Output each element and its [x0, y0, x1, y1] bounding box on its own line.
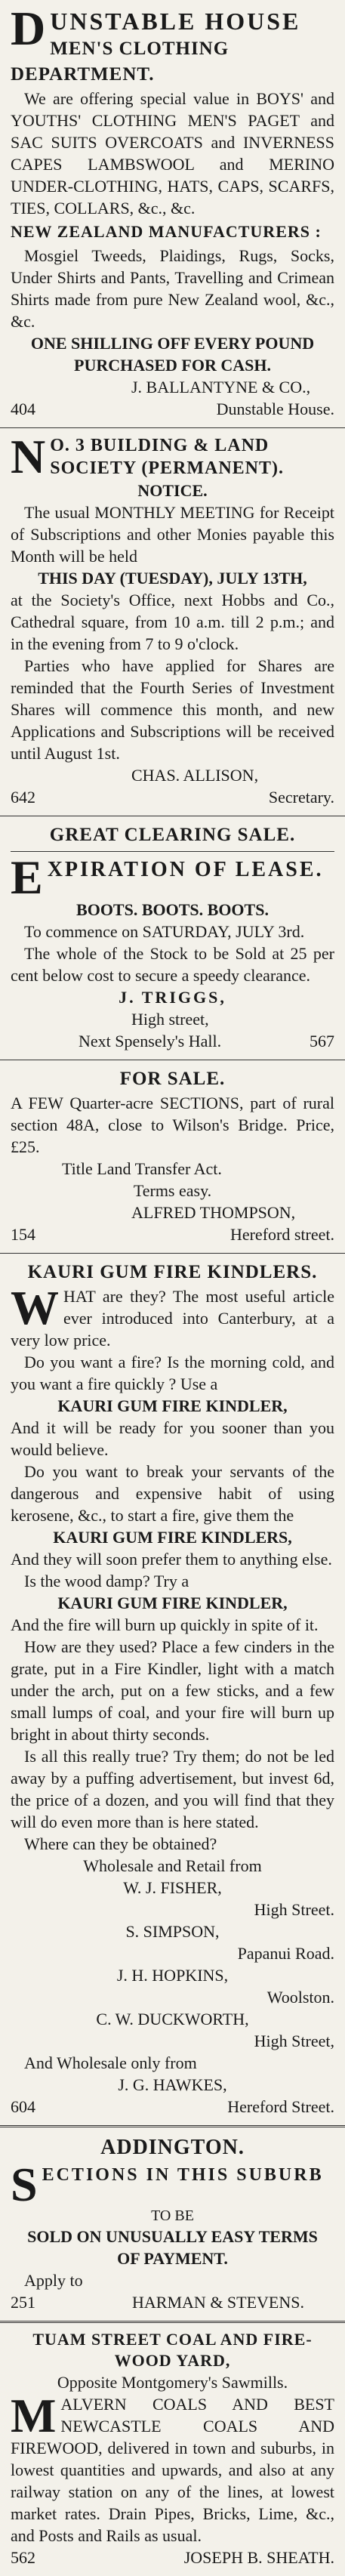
ad5-k1: KAURI GUM FIRE KINDLER,	[57, 1396, 288, 1415]
ad5-p3: And it will be ready for you sooner than you would believe.	[11, 1418, 334, 1459]
ad6-footer	[11, 2291, 334, 2313]
ad7-body: ALVERN COALS AND BEST NEWCASTLE COALS AND FIREWOOD, delivered in town and suburbs, in lowest quantities and upwards, and also at any railway station on any of the lines, at lowest market rates. Drain Pipes, Bricks, Lime, &c., and Posts and Rails as usual.	[11, 2395, 334, 2545]
ad1-offer: We are offering special value in BOYS' and YOUTHS' CLOTHING MEN'S PAGET and SAC SUITS OVERCOATS and INVERNESS CAPES LAMBSWOOL and MERINO UNDER-CLOTHING, HATS, CAPS, SCARFS, TIES, COLLARS, &c., &c.	[11, 89, 334, 217]
ad1-footer	[11, 398, 334, 420]
ad4-terms: Terms easy.	[133, 1181, 212, 1200]
ad5-s1a: High Street.	[254, 1900, 334, 1919]
ad5-wholesale: And Wholesale only from	[24, 2053, 197, 2072]
ad6-payment: OF PAYMENT.	[117, 2249, 228, 2268]
ad-for-sale	[0, 1060, 345, 1253]
ad2-body2: at the Society's Office, next Hobbs and Co., Cathedral square, from 10 a.m. till 2 p.m.; and in the evening from 7 to 9 o'clock.	[11, 591, 334, 653]
ad6-number: 251	[11, 2293, 35, 2312]
ad3-signature: J. TRIGGS,	[119, 988, 226, 1007]
ad7-signature: JOSEPH B. SHEATH.	[183, 2548, 334, 2567]
ad5-number: 604	[11, 2097, 35, 2116]
ad2-signature: CHAS. ALLISON,	[131, 766, 259, 785]
ad6-heading	[11, 2158, 334, 2211]
ad4-body: A FEW Quarter-acre SECTIONS, part of rural section 48A, close to Wilson's Bridge. Price, £25.	[11, 1094, 334, 1156]
ad5-s4a: High Street,	[254, 2031, 334, 2050]
ad6-title: ADDINGTON.	[100, 2136, 245, 2159]
ad1-dept: MEN'S CLOTHING DEPARTMENT.	[11, 39, 229, 85]
ad4-footer	[11, 1223, 334, 1245]
ad3-dropcap: E	[11, 850, 43, 904]
ad6-dropcap: S	[11, 2158, 38, 2211]
ad5-p4: Do you want to break your servants of the dangerous and expensive habit of using kerosene, &c., to start a fire, give them the	[11, 1462, 334, 1525]
ad6-tobe: TO BE	[151, 2207, 194, 2224]
ad2-role: Secretary.	[268, 788, 334, 807]
ad6-heading-text: ECTIONS IN THIS SUBURB	[42, 2165, 324, 2185]
ad5-s5a: Hereford Street.	[227, 2097, 334, 2116]
ad5-k2: KAURI GUM FIRE KINDLERS,	[53, 1528, 292, 1547]
ad3-number: 567	[310, 1032, 334, 1050]
ad5-p2: Do you want a fire? Is the morning cold, and you want a fire quickly ? Use a	[11, 1353, 334, 1393]
ad2-dropcap: N	[11, 430, 46, 483]
ad7-title2: WOOD YARD,	[114, 2351, 231, 2370]
ad4-signature: ALFRED THOMPSON,	[131, 1203, 296, 1222]
ad3-commence: To commence on SATURDAY, JULY 3rd.	[24, 922, 305, 941]
ad-addington	[0, 2127, 345, 2321]
ad5-p7: And the fire will burn up quickly in spite of it.	[11, 1615, 319, 1634]
ad3-boots: BOOTS. BOOTS. BOOTS.	[76, 900, 269, 919]
ad4-title: FOR SALE.	[119, 1069, 226, 1089]
ad-dunstable-house	[0, 0, 345, 427]
ad6-sold: SOLD ON UNUSUALLY EASY TERMS	[27, 2227, 318, 2246]
ad7-opposite: Opposite Montgomery's Sawmills.	[57, 2373, 288, 2392]
ad3-footer	[11, 1030, 334, 1052]
ad3-heading-text: XPIRATION OF LEASE.	[47, 858, 324, 881]
ad3-title: GREAT CLEARING SALE.	[49, 825, 296, 845]
ad2-date: THIS DAY (TUESDAY), JULY 13TH,	[38, 569, 307, 588]
ad2-heading	[11, 430, 334, 483]
ad7-dropcap: M	[11, 2389, 57, 2442]
ad5-k3: KAURI GUM FIRE KINDLER,	[57, 1593, 288, 1612]
ad6-agent: HARMAN & STEVENS.	[132, 2293, 304, 2312]
ad4-place: Hereford street.	[229, 1225, 334, 1244]
ad1-signature: J. BALLANTYNE & CO.,	[131, 378, 311, 396]
ad1-goods: Mosgiel Tweeds, Plaidings, Rugs, Socks, Under Shirts and Pants, Travelling and Crimean Shirts made from pure New Zealand wool, &c., &c.	[11, 246, 334, 331]
ad1-discount-2: PURCHASED FOR CASH.	[74, 356, 271, 375]
ad3-body: The whole of the Stock to be Sold at 25 per cent below cost to secure a speedy clearance.	[11, 944, 334, 985]
ad5-p11: Wholesale and Retail from	[83, 1856, 262, 1875]
ad2-number: 642	[11, 788, 35, 807]
ad5-s2a: Papanui Road.	[237, 1944, 334, 1963]
ad5-s2: S. SIMPSON,	[125, 1922, 220, 1941]
ad5-s4: C. W. DUCKWORTH,	[96, 2010, 249, 2028]
ad-kauri-gum	[0, 1254, 345, 2125]
ad4-title-act: Title Land Transfer Act.	[62, 1159, 222, 1178]
ad5-p8: How are they used? Place a few cinders in the grate, put in a Fire Kindler, light with a match under the arch, put on a few sticks, and a few small lumps of coal, and your fire will burn up bright in about thirty seconds.	[11, 1637, 334, 1744]
ad5-title: KAURI GUM FIRE KINDLERS.	[27, 1262, 318, 1282]
ad5-p6: Is the wood damp? Try a	[24, 1572, 189, 1590]
ad2-title: O. 3 BUILDING & LAND SOCIETY (PERMANENT).	[50, 436, 285, 478]
ad5-s1: W. J. FISHER,	[123, 1878, 222, 1897]
ad1-number: 404	[11, 400, 35, 418]
ad1-place: Dunstable House.	[216, 400, 334, 418]
ad3-title-rule	[11, 851, 334, 852]
ad4-number: 154	[11, 1225, 35, 1244]
ad7-footer	[11, 2547, 334, 2568]
ad5-p1: HAT are they? The most useful article ever introduced into Canterbury, at a very low price.	[11, 1287, 334, 1350]
ad-building-society	[0, 428, 345, 816]
ad5-s3a: Woolston.	[266, 1988, 334, 2007]
ad-clearing-sale	[0, 816, 345, 1060]
ad1-dropcap: D	[11, 2, 46, 55]
ad3-addr1: High street,	[131, 1010, 209, 1029]
ad5-s5: J. G. HAWKES,	[118, 2075, 227, 2094]
ad-tuam-street-coal	[0, 2323, 345, 2576]
ad5-footer	[11, 2096, 334, 2118]
ad6-apply: Apply to	[24, 2271, 83, 2290]
ad1-heading	[11, 2, 334, 55]
ad7-title1: TUAM STREET COAL AND FIRE-	[32, 2330, 313, 2349]
ad5-p9: Is all this really true? Try them; do not be led away by a puffing advertisement, but invest 6d, the price of a dozen, and you will find that they will do even more than is here stated.	[11, 1747, 334, 1831]
ad1-manufacturers: NEW ZEALAND MANUFACTURERS :	[11, 222, 322, 241]
ad5-dropcap: W	[11, 1281, 59, 1334]
ad1-title: UNSTABLE HOUSE	[50, 8, 301, 35]
ad5-s3: J. H. HOPKINS,	[116, 1966, 229, 1985]
ad5-p5: And they will soon prefer them to anything else.	[11, 1550, 332, 1569]
ad3-heading	[11, 850, 334, 904]
ad2-body3: Parties who have applied for Shares are reminded that the Fourth Series of Investment Shares will commence this month, and new Applications and Subscriptions will be received until August 1st.	[11, 656, 334, 763]
ad3-addr2: Next Spensely's Hall.	[79, 1032, 222, 1050]
ad1-discount-1: ONE SHILLING OFF EVERY POUND	[30, 334, 315, 353]
ad2-body1: The usual MONTHLY MEETING for Receipt of Subscriptions and other Monies payable this Month will be held	[11, 503, 334, 566]
ad5-p10: Where can they be obtained?	[24, 1834, 217, 1853]
ad7-number: 562	[11, 2548, 35, 2567]
ad2-footer	[11, 786, 334, 808]
ad2-notice: NOTICE.	[137, 481, 208, 500]
